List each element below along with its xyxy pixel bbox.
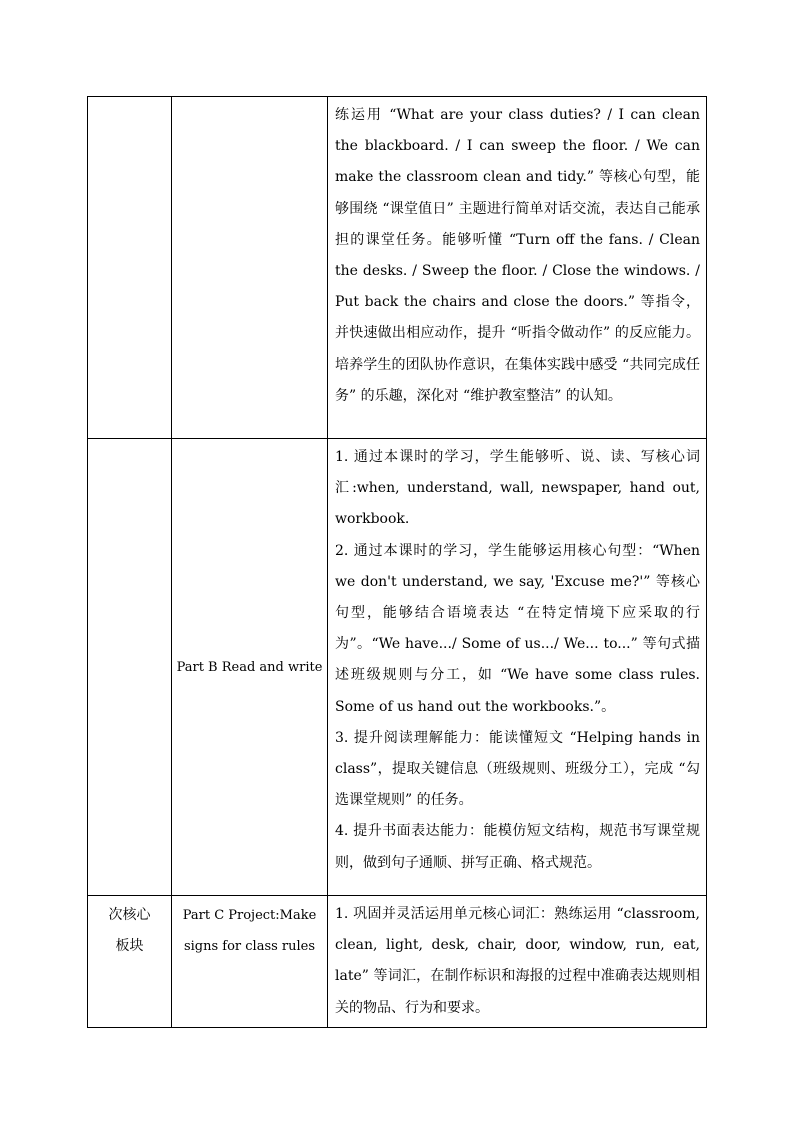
lesson-title: Part C Project:Make: [182, 908, 317, 923]
lesson-cell: [172, 896, 328, 1028]
objective-paragraph: 4. 提升书面表达能力：能模仿短文结构，规范书写课堂规则，做到句子通顺、拼写正确、格式规范。: [335, 823, 700, 871]
objective-paragraph: 1. 巩固并灵活运用单元核心词汇：熟练运用 “classroom, clean, light, desk, chair, door, window, run, eat, late” 等词汇，在制作标识和海报的过程中准确表达规则相关的物品、行为和要求。: [335, 906, 700, 1016]
lesson-objectives-table: [87, 96, 707, 1028]
objectives-cell: [328, 896, 707, 1028]
objectives-cell: [328, 439, 707, 896]
lesson-title: signs for class rules: [183, 939, 316, 954]
objective-paragraph: 练运用 “What are your class duties? / I can clean the blackboard. / I can sweep the floor. / We can make the classroom clean and tidy.” 等核心句型，能够围绕 “课堂值日” 主题进行简单对话交流，表达自己能承担的课堂任务。能够听懂 “Turn off the fans. / Clean the desks. / Sweep the floor. / Close the windows. / Put back the chairs and close the doors.” 等指令，并快速做出相应动作，提升 “听指令做动作” 的反应能力。培养学生的团队协作意识，在集体实践中感受 “共同完成任务” 的乐趣，深化对 “维护教室整洁” 的认知。: [335, 107, 700, 404]
objective-paragraph: 2. 通过本课时的学习，学生能够运用核心句型：“When we don't understand, we say, 'Excuse me?'” 等核心句型，能够结合语境表达 “在特定情境下应采取的行为”。“We have.../ Some of us.../ We... to...” 等句式描述班级规则与分工，如 “We have some class rules. Some of us hand out the workbooks.”。: [335, 542, 700, 715]
table-row: [88, 439, 707, 896]
category-cell: [88, 439, 172, 896]
table-row: [88, 896, 707, 1028]
lesson-cell: [172, 97, 328, 439]
category-label: 板块: [115, 938, 144, 954]
table-row: [88, 97, 707, 439]
category-label: 次核心: [108, 907, 151, 923]
lesson-title: Part B Read and write: [176, 659, 323, 675]
category-cell: [88, 97, 172, 439]
objectives-cell: [328, 97, 707, 439]
objective-paragraph: 1. 通过本课时的学习，学生能够听、说、读、写核心词汇:when, understand, wall, newspaper, hand out, workbook.: [335, 449, 700, 528]
category-cell: [88, 896, 172, 1028]
lesson-cell: [172, 439, 328, 896]
objective-paragraph: 3. 提升阅读理解能力：能读懂短文 “Helping hands in class”，提取关键信息（班级规则、班级分工），完成 “勾选课堂规则” 的任务。: [335, 729, 700, 809]
